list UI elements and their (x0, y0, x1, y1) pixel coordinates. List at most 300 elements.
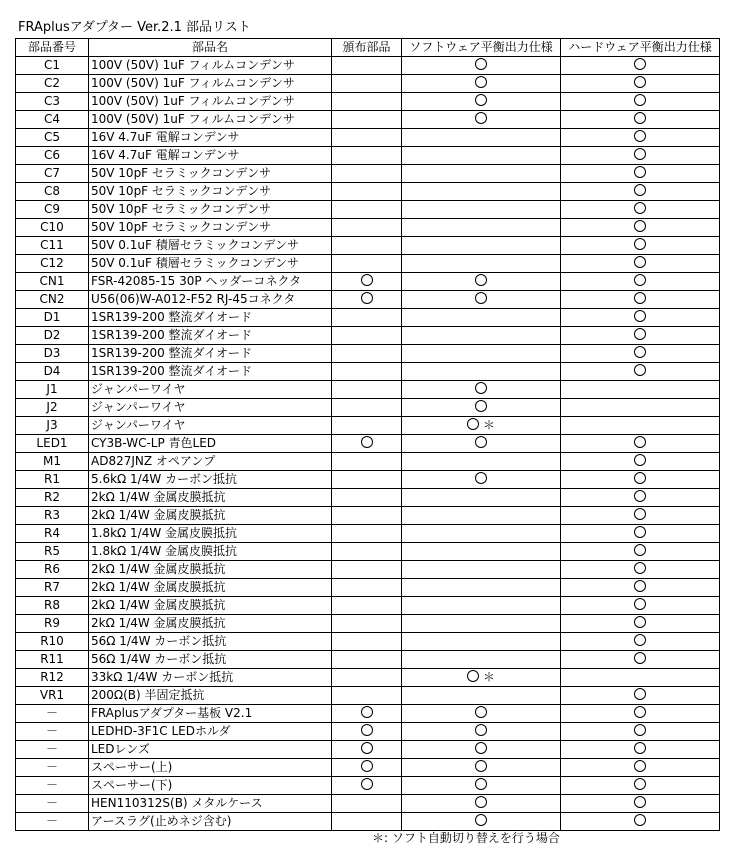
circle-mark-icon (634, 472, 646, 484)
table-row (16, 237, 720, 255)
table-row (16, 777, 720, 795)
hardware-spec-cell (561, 597, 720, 615)
hardware-spec-cell (561, 399, 720, 417)
distributed-cell (332, 363, 402, 381)
table-row (16, 201, 720, 219)
hardware-spec-cell (561, 201, 720, 219)
table-row (16, 417, 720, 435)
software-spec-cell (402, 543, 561, 561)
circle-mark-icon (634, 94, 646, 106)
header-distributed: 頒布部品 (332, 39, 402, 57)
software-spec-cell (402, 201, 561, 219)
hardware-spec-cell (561, 111, 720, 129)
distributed-cell (332, 525, 402, 543)
part-number-cell: － (16, 741, 89, 759)
table-row (16, 219, 720, 237)
table-row (16, 525, 720, 543)
software-spec-cell (402, 525, 561, 543)
hardware-spec-cell (561, 75, 720, 93)
part-number-cell: D4 (16, 363, 89, 381)
hardware-spec-cell (561, 219, 720, 237)
header-part-number: 部品番号 (16, 39, 89, 57)
part-name-cell: 1SR139-200 整流ダイオード (89, 327, 332, 345)
circle-mark-icon (634, 220, 646, 232)
circle-mark-icon (634, 616, 646, 628)
hardware-spec-cell (561, 363, 720, 381)
circle-mark-icon (634, 724, 646, 736)
hardware-spec-cell (561, 165, 720, 183)
distributed-cell (332, 129, 402, 147)
hardware-spec-cell (561, 741, 720, 759)
circle-mark-icon (634, 778, 646, 790)
part-number-cell: R2 (16, 489, 89, 507)
circle-mark-icon (634, 652, 646, 664)
part-name-cell: 1.8kΩ 1/4W 金属皮膜抵抗 (89, 525, 332, 543)
distributed-cell (332, 183, 402, 201)
circle-mark-icon (634, 544, 646, 556)
hardware-spec-cell (561, 57, 720, 75)
circle-mark-icon (634, 328, 646, 340)
part-number-cell: VR1 (16, 687, 89, 705)
circle-mark-icon (361, 292, 373, 304)
table-row (16, 147, 720, 165)
circle-mark-icon (634, 76, 646, 88)
part-name-cell: 100V (50V) 1uF フィルムコンデンサ (89, 75, 332, 93)
part-name-cell: 2kΩ 1/4W 金属皮膜抵抗 (89, 489, 332, 507)
hardware-spec-cell (561, 795, 720, 813)
distributed-cell (332, 489, 402, 507)
part-number-cell: C4 (16, 111, 89, 129)
software-spec-cell (402, 93, 561, 111)
asterisk-note: ＊ (482, 418, 495, 432)
software-spec-cell (402, 561, 561, 579)
table-row (16, 813, 720, 831)
circle-mark-icon (634, 562, 646, 574)
hardware-spec-cell (561, 705, 720, 723)
table-row (16, 273, 720, 291)
header-software-balanced: ソフトウェア平衡出力仕様 (402, 39, 561, 57)
hardware-spec-cell (561, 147, 720, 165)
part-name-cell: 50V 10pF セラミックコンデンサ (89, 165, 332, 183)
part-number-cell: R5 (16, 543, 89, 561)
circle-mark-icon (634, 148, 646, 160)
distributed-cell (332, 93, 402, 111)
part-name-cell: 56Ω 1/4W カーボン抵抗 (89, 651, 332, 669)
software-spec-cell (402, 687, 561, 705)
circle-mark-icon (634, 436, 646, 448)
distributed-cell (332, 57, 402, 75)
part-name-cell: CY3B-WC-LP 青色LED (89, 435, 332, 453)
part-number-cell: R4 (16, 525, 89, 543)
part-number-cell: C6 (16, 147, 89, 165)
software-spec-cell (402, 219, 561, 237)
distributed-cell (332, 111, 402, 129)
part-name-cell: 16V 4.7uF 電解コンデンサ (89, 129, 332, 147)
circle-mark-icon (475, 292, 487, 304)
table-row (16, 111, 720, 129)
circle-mark-icon (475, 274, 487, 286)
software-spec-cell (402, 399, 561, 417)
software-spec-cell (402, 165, 561, 183)
circle-mark-icon (361, 760, 373, 772)
hardware-spec-cell (561, 723, 720, 741)
part-number-cell: － (16, 795, 89, 813)
part-name-cell: 50V 0.1uF 積層セラミックコンデンサ (89, 255, 332, 273)
part-number-cell: R8 (16, 597, 89, 615)
software-spec-cell (402, 723, 561, 741)
part-name-cell: 2kΩ 1/4W 金属皮膜抵抗 (89, 507, 332, 525)
software-spec-cell (402, 777, 561, 795)
distributed-cell (332, 237, 402, 255)
circle-mark-icon (475, 778, 487, 790)
circle-mark-icon (361, 778, 373, 790)
circle-mark-icon (634, 112, 646, 124)
table-row (16, 561, 720, 579)
part-number-cell: R11 (16, 651, 89, 669)
table-row (16, 795, 720, 813)
distributed-cell (332, 687, 402, 705)
distributed-cell (332, 651, 402, 669)
hardware-spec-cell (561, 813, 720, 831)
circle-mark-icon (361, 706, 373, 718)
circle-mark-icon (634, 364, 646, 376)
hardware-spec-cell (561, 291, 720, 309)
hardware-spec-cell (561, 687, 720, 705)
part-number-cell: － (16, 759, 89, 777)
part-name-cell: LEDHD-3F1C LEDホルダ (89, 723, 332, 741)
part-number-cell: CN2 (16, 291, 89, 309)
part-number-cell: D1 (16, 309, 89, 327)
part-name-cell: 5.6kΩ 1/4W カーボン抵抗 (89, 471, 332, 489)
asterisk-note: ＊ (482, 670, 495, 684)
distributed-cell (332, 435, 402, 453)
table-row (16, 669, 720, 687)
circle-mark-icon (475, 112, 487, 124)
table-row (16, 435, 720, 453)
part-number-cell: C7 (16, 165, 89, 183)
hardware-spec-cell (561, 633, 720, 651)
distributed-cell (332, 417, 402, 435)
software-spec-cell (402, 597, 561, 615)
circle-mark-icon (475, 58, 487, 70)
part-name-cell: 16V 4.7uF 電解コンデンサ (89, 147, 332, 165)
table-row (16, 327, 720, 345)
part-name-cell: 1SR139-200 整流ダイオード (89, 309, 332, 327)
distributed-cell (332, 633, 402, 651)
circle-mark-icon (634, 796, 646, 808)
circle-mark-icon (361, 274, 373, 286)
part-name-cell: 100V (50V) 1uF フィルムコンデンサ (89, 93, 332, 111)
circle-mark-icon (475, 400, 487, 412)
circle-mark-icon (475, 76, 487, 88)
software-spec-cell (402, 345, 561, 363)
table-row (16, 633, 720, 651)
software-spec-cell (402, 651, 561, 669)
table-row (16, 759, 720, 777)
part-number-cell: C3 (16, 93, 89, 111)
distributed-cell (332, 453, 402, 471)
hardware-spec-cell (561, 453, 720, 471)
distributed-cell (332, 399, 402, 417)
part-number-cell: R3 (16, 507, 89, 525)
circle-mark-icon (475, 760, 487, 772)
part-name-cell: AD827JNZ オペアンプ (89, 453, 332, 471)
software-spec-cell (402, 111, 561, 129)
part-number-cell: C12 (16, 255, 89, 273)
part-number-cell: J3 (16, 417, 89, 435)
table-header-row (16, 39, 720, 57)
hardware-spec-cell (561, 255, 720, 273)
hardware-spec-cell (561, 93, 720, 111)
part-name-cell: 200Ω(B) 半固定抵抗 (89, 687, 332, 705)
hardware-spec-cell (561, 651, 720, 669)
part-name-cell: FSR-42085-15 30P ヘッダーコネクタ (89, 273, 332, 291)
hardware-spec-cell (561, 345, 720, 363)
table-row (16, 345, 720, 363)
circle-mark-icon (634, 634, 646, 646)
part-name-cell: ジャンパーワイヤ (89, 417, 332, 435)
table-row (16, 741, 720, 759)
part-number-cell: C9 (16, 201, 89, 219)
part-number-cell: C10 (16, 219, 89, 237)
circle-mark-icon (634, 184, 646, 196)
circle-mark-icon (634, 814, 646, 826)
part-number-cell: R1 (16, 471, 89, 489)
circle-mark-icon (634, 688, 646, 700)
circle-mark-icon (634, 526, 646, 538)
part-name-cell: 50V 10pF セラミックコンデンサ (89, 201, 332, 219)
table-row (16, 705, 720, 723)
hardware-spec-cell (561, 561, 720, 579)
software-spec-cell (402, 759, 561, 777)
header-part-name: 部品名 (89, 39, 332, 57)
distributed-cell (332, 741, 402, 759)
part-name-cell: ジャンパーワイヤ (89, 381, 332, 399)
circle-mark-icon (361, 724, 373, 736)
table-row (16, 453, 720, 471)
distributed-cell (332, 705, 402, 723)
table-row (16, 165, 720, 183)
part-number-cell: C1 (16, 57, 89, 75)
circle-mark-icon (634, 706, 646, 718)
software-spec-cell (402, 327, 561, 345)
distributed-cell (332, 615, 402, 633)
software-spec-cell (402, 255, 561, 273)
circle-mark-icon (475, 472, 487, 484)
circle-mark-icon (475, 94, 487, 106)
software-spec-cell (402, 183, 561, 201)
part-number-cell: J1 (16, 381, 89, 399)
part-number-cell: R9 (16, 615, 89, 633)
software-spec-cell (402, 813, 561, 831)
circle-mark-icon (361, 742, 373, 754)
circle-mark-icon (634, 202, 646, 214)
parts-table (15, 38, 720, 831)
part-number-cell: － (16, 705, 89, 723)
part-name-cell: スペーサー(下) (89, 777, 332, 795)
part-name-cell: 100V (50V) 1uF フィルムコンデンサ (89, 111, 332, 129)
part-name-cell: 1SR139-200 整流ダイオード (89, 345, 332, 363)
circle-mark-icon (634, 58, 646, 70)
distributed-cell (332, 795, 402, 813)
table-row (16, 507, 720, 525)
part-number-cell: C8 (16, 183, 89, 201)
part-number-cell: J2 (16, 399, 89, 417)
part-number-cell: － (16, 723, 89, 741)
part-number-cell: C11 (16, 237, 89, 255)
software-spec-cell (402, 795, 561, 813)
distributed-cell (332, 579, 402, 597)
circle-mark-icon (634, 760, 646, 772)
part-number-cell: M1 (16, 453, 89, 471)
part-name-cell: 56Ω 1/4W カーボン抵抗 (89, 633, 332, 651)
part-name-cell: 2kΩ 1/4W 金属皮膜抵抗 (89, 579, 332, 597)
hardware-spec-cell (561, 615, 720, 633)
part-number-cell: C2 (16, 75, 89, 93)
part-number-cell: R6 (16, 561, 89, 579)
table-row (16, 687, 720, 705)
part-name-cell: 1.8kΩ 1/4W 金属皮膜抵抗 (89, 543, 332, 561)
table-row (16, 93, 720, 111)
table-row (16, 489, 720, 507)
part-name-cell: LEDレンズ (89, 741, 332, 759)
hardware-spec-cell (561, 525, 720, 543)
table-row (16, 543, 720, 561)
part-number-cell: C5 (16, 129, 89, 147)
distributed-cell (332, 759, 402, 777)
hardware-spec-cell (561, 543, 720, 561)
software-spec-cell (402, 453, 561, 471)
part-number-cell: R7 (16, 579, 89, 597)
part-name-cell: ジャンパーワイヤ (89, 399, 332, 417)
circle-mark-icon (634, 598, 646, 610)
hardware-spec-cell (561, 759, 720, 777)
circle-mark-icon (634, 508, 646, 520)
distributed-cell (332, 201, 402, 219)
hardware-spec-cell (561, 489, 720, 507)
part-name-cell: 1SR139-200 整流ダイオード (89, 363, 332, 381)
circle-mark-icon (475, 742, 487, 754)
part-number-cell: R12 (16, 669, 89, 687)
software-spec-cell (402, 417, 561, 435)
distributed-cell (332, 381, 402, 399)
circle-mark-icon (475, 796, 487, 808)
table-row (16, 255, 720, 273)
part-number-cell: LED1 (16, 435, 89, 453)
part-name-cell: 2kΩ 1/4W 金属皮膜抵抗 (89, 615, 332, 633)
hardware-spec-cell (561, 273, 720, 291)
page-title: FRAplusアダプター Ver.2.1 部品リスト (18, 20, 251, 35)
circle-mark-icon (634, 454, 646, 466)
circle-mark-icon (634, 256, 646, 268)
table-row (16, 579, 720, 597)
table-row (16, 471, 720, 489)
software-spec-cell (402, 435, 561, 453)
table-row (16, 129, 720, 147)
table-row (16, 597, 720, 615)
circle-mark-icon (634, 166, 646, 178)
distributed-cell (332, 309, 402, 327)
circle-mark-icon (475, 706, 487, 718)
distributed-cell (332, 273, 402, 291)
circle-mark-icon (634, 742, 646, 754)
software-spec-cell (402, 381, 561, 399)
table-row (16, 183, 720, 201)
hardware-spec-cell (561, 417, 720, 435)
software-spec-cell (402, 705, 561, 723)
table-row (16, 57, 720, 75)
part-name-cell: 2kΩ 1/4W 金属皮膜抵抗 (89, 561, 332, 579)
hardware-spec-cell (561, 327, 720, 345)
part-name-cell: スペーサー(上) (89, 759, 332, 777)
hardware-spec-cell (561, 129, 720, 147)
circle-mark-icon (361, 436, 373, 448)
part-name-cell: U56(06)W-A012-F52 RJ-45コネクタ (89, 291, 332, 309)
table-row (16, 309, 720, 327)
part-name-cell: HEN110312S(B) メタルケース (89, 795, 332, 813)
table-row (16, 651, 720, 669)
table-row (16, 615, 720, 633)
distributed-cell (332, 345, 402, 363)
distributed-cell (332, 165, 402, 183)
software-spec-cell (402, 129, 561, 147)
part-number-cell: － (16, 813, 89, 831)
distributed-cell (332, 147, 402, 165)
part-name-cell: 50V 10pF セラミックコンデンサ (89, 219, 332, 237)
header-hardware-balanced: ハードウェア平衡出力仕様 (561, 39, 720, 57)
software-spec-cell (402, 579, 561, 597)
footnote: ＊: ソフト自動切り替えを行う場合 (372, 831, 560, 845)
circle-mark-icon (634, 346, 646, 358)
hardware-spec-cell (561, 579, 720, 597)
software-spec-cell (402, 237, 561, 255)
distributed-cell (332, 75, 402, 93)
distributed-cell (332, 471, 402, 489)
hardware-spec-cell (561, 669, 720, 687)
distributed-cell (332, 777, 402, 795)
part-name-cell: FRAplusアダプター基板 V2.1 (89, 705, 332, 723)
table-row (16, 75, 720, 93)
software-spec-cell (402, 471, 561, 489)
distributed-cell (332, 327, 402, 345)
table-row (16, 399, 720, 417)
table-row (16, 363, 720, 381)
circle-mark-icon (634, 490, 646, 502)
distributed-cell (332, 543, 402, 561)
distributed-cell (332, 597, 402, 615)
circle-mark-icon (634, 310, 646, 322)
table-body (16, 57, 720, 831)
software-spec-cell (402, 291, 561, 309)
part-number-cell: － (16, 777, 89, 795)
part-number-cell: D3 (16, 345, 89, 363)
software-spec-cell (402, 741, 561, 759)
part-name-cell: 2kΩ 1/4W 金属皮膜抵抗 (89, 597, 332, 615)
circle-mark-icon (634, 274, 646, 286)
software-spec-cell (402, 57, 561, 75)
hardware-spec-cell (561, 471, 720, 489)
software-spec-cell (402, 147, 561, 165)
table-row (16, 381, 720, 399)
software-spec-cell (402, 75, 561, 93)
circle-mark-icon (475, 724, 487, 736)
distributed-cell (332, 255, 402, 273)
part-number-cell: R10 (16, 633, 89, 651)
software-spec-cell (402, 615, 561, 633)
hardware-spec-cell (561, 507, 720, 525)
software-spec-cell (402, 363, 561, 381)
part-number-cell: D2 (16, 327, 89, 345)
